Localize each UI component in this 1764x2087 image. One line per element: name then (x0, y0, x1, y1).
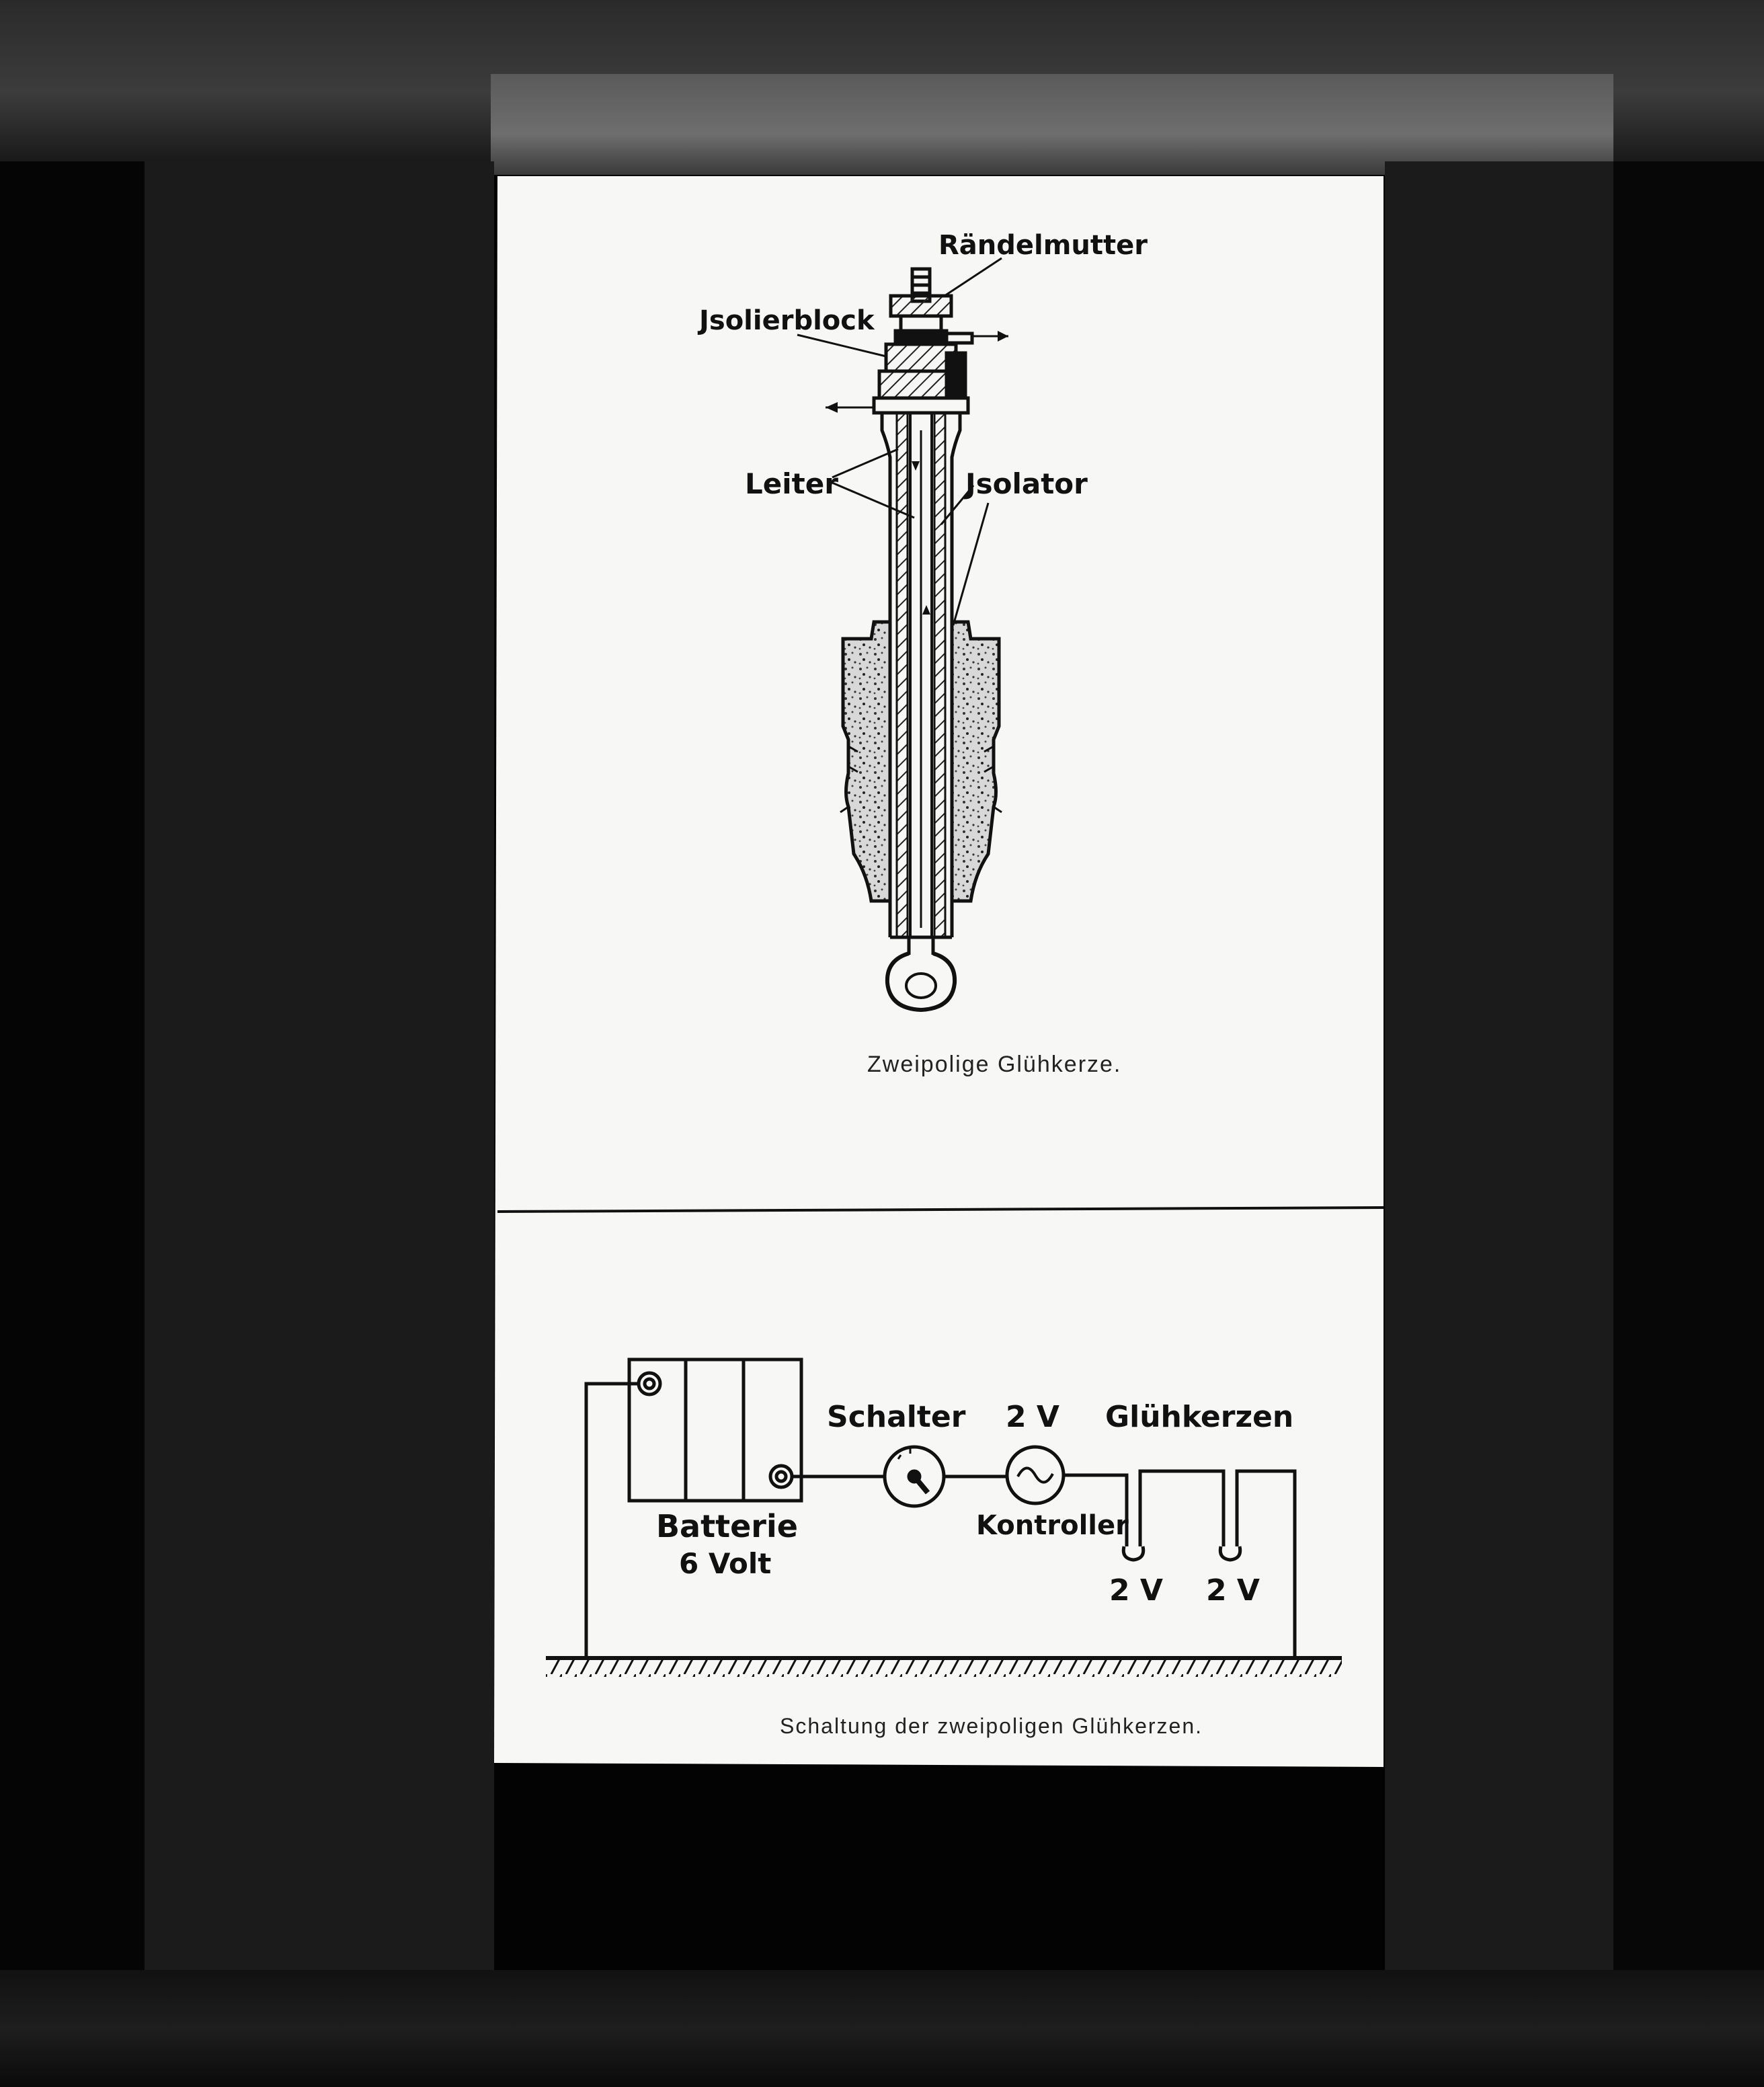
label-battery-voltage: 6 Volt (679, 1547, 772, 1580)
caption-top: Zweipolige Glühkerze. (867, 1052, 1122, 1077)
caption-bottom: Schaltung der zweipoligen Glühkerzen. (780, 1714, 1203, 1738)
label-glow-plugs: Glühkerzen (1105, 1400, 1294, 1434)
label-insulating-block: Jsolierblock (699, 305, 875, 336)
label-conductor: Leiter (745, 467, 838, 500)
label-switch: Schalter (827, 1400, 966, 1434)
label-plug2-voltage: 2 V (1206, 1573, 1260, 1608)
label-knurled-nut: Rändelmutter (938, 230, 1148, 261)
label-plug1-voltage: 2 V (1109, 1573, 1163, 1608)
ground-hatch (546, 1659, 1342, 1677)
label-battery: Batterie (656, 1508, 798, 1544)
label-controller: Kontroller (976, 1510, 1129, 1541)
label-voltage-top: 2 V (1006, 1400, 1059, 1434)
label-insulator: Jsolator (965, 467, 1088, 500)
